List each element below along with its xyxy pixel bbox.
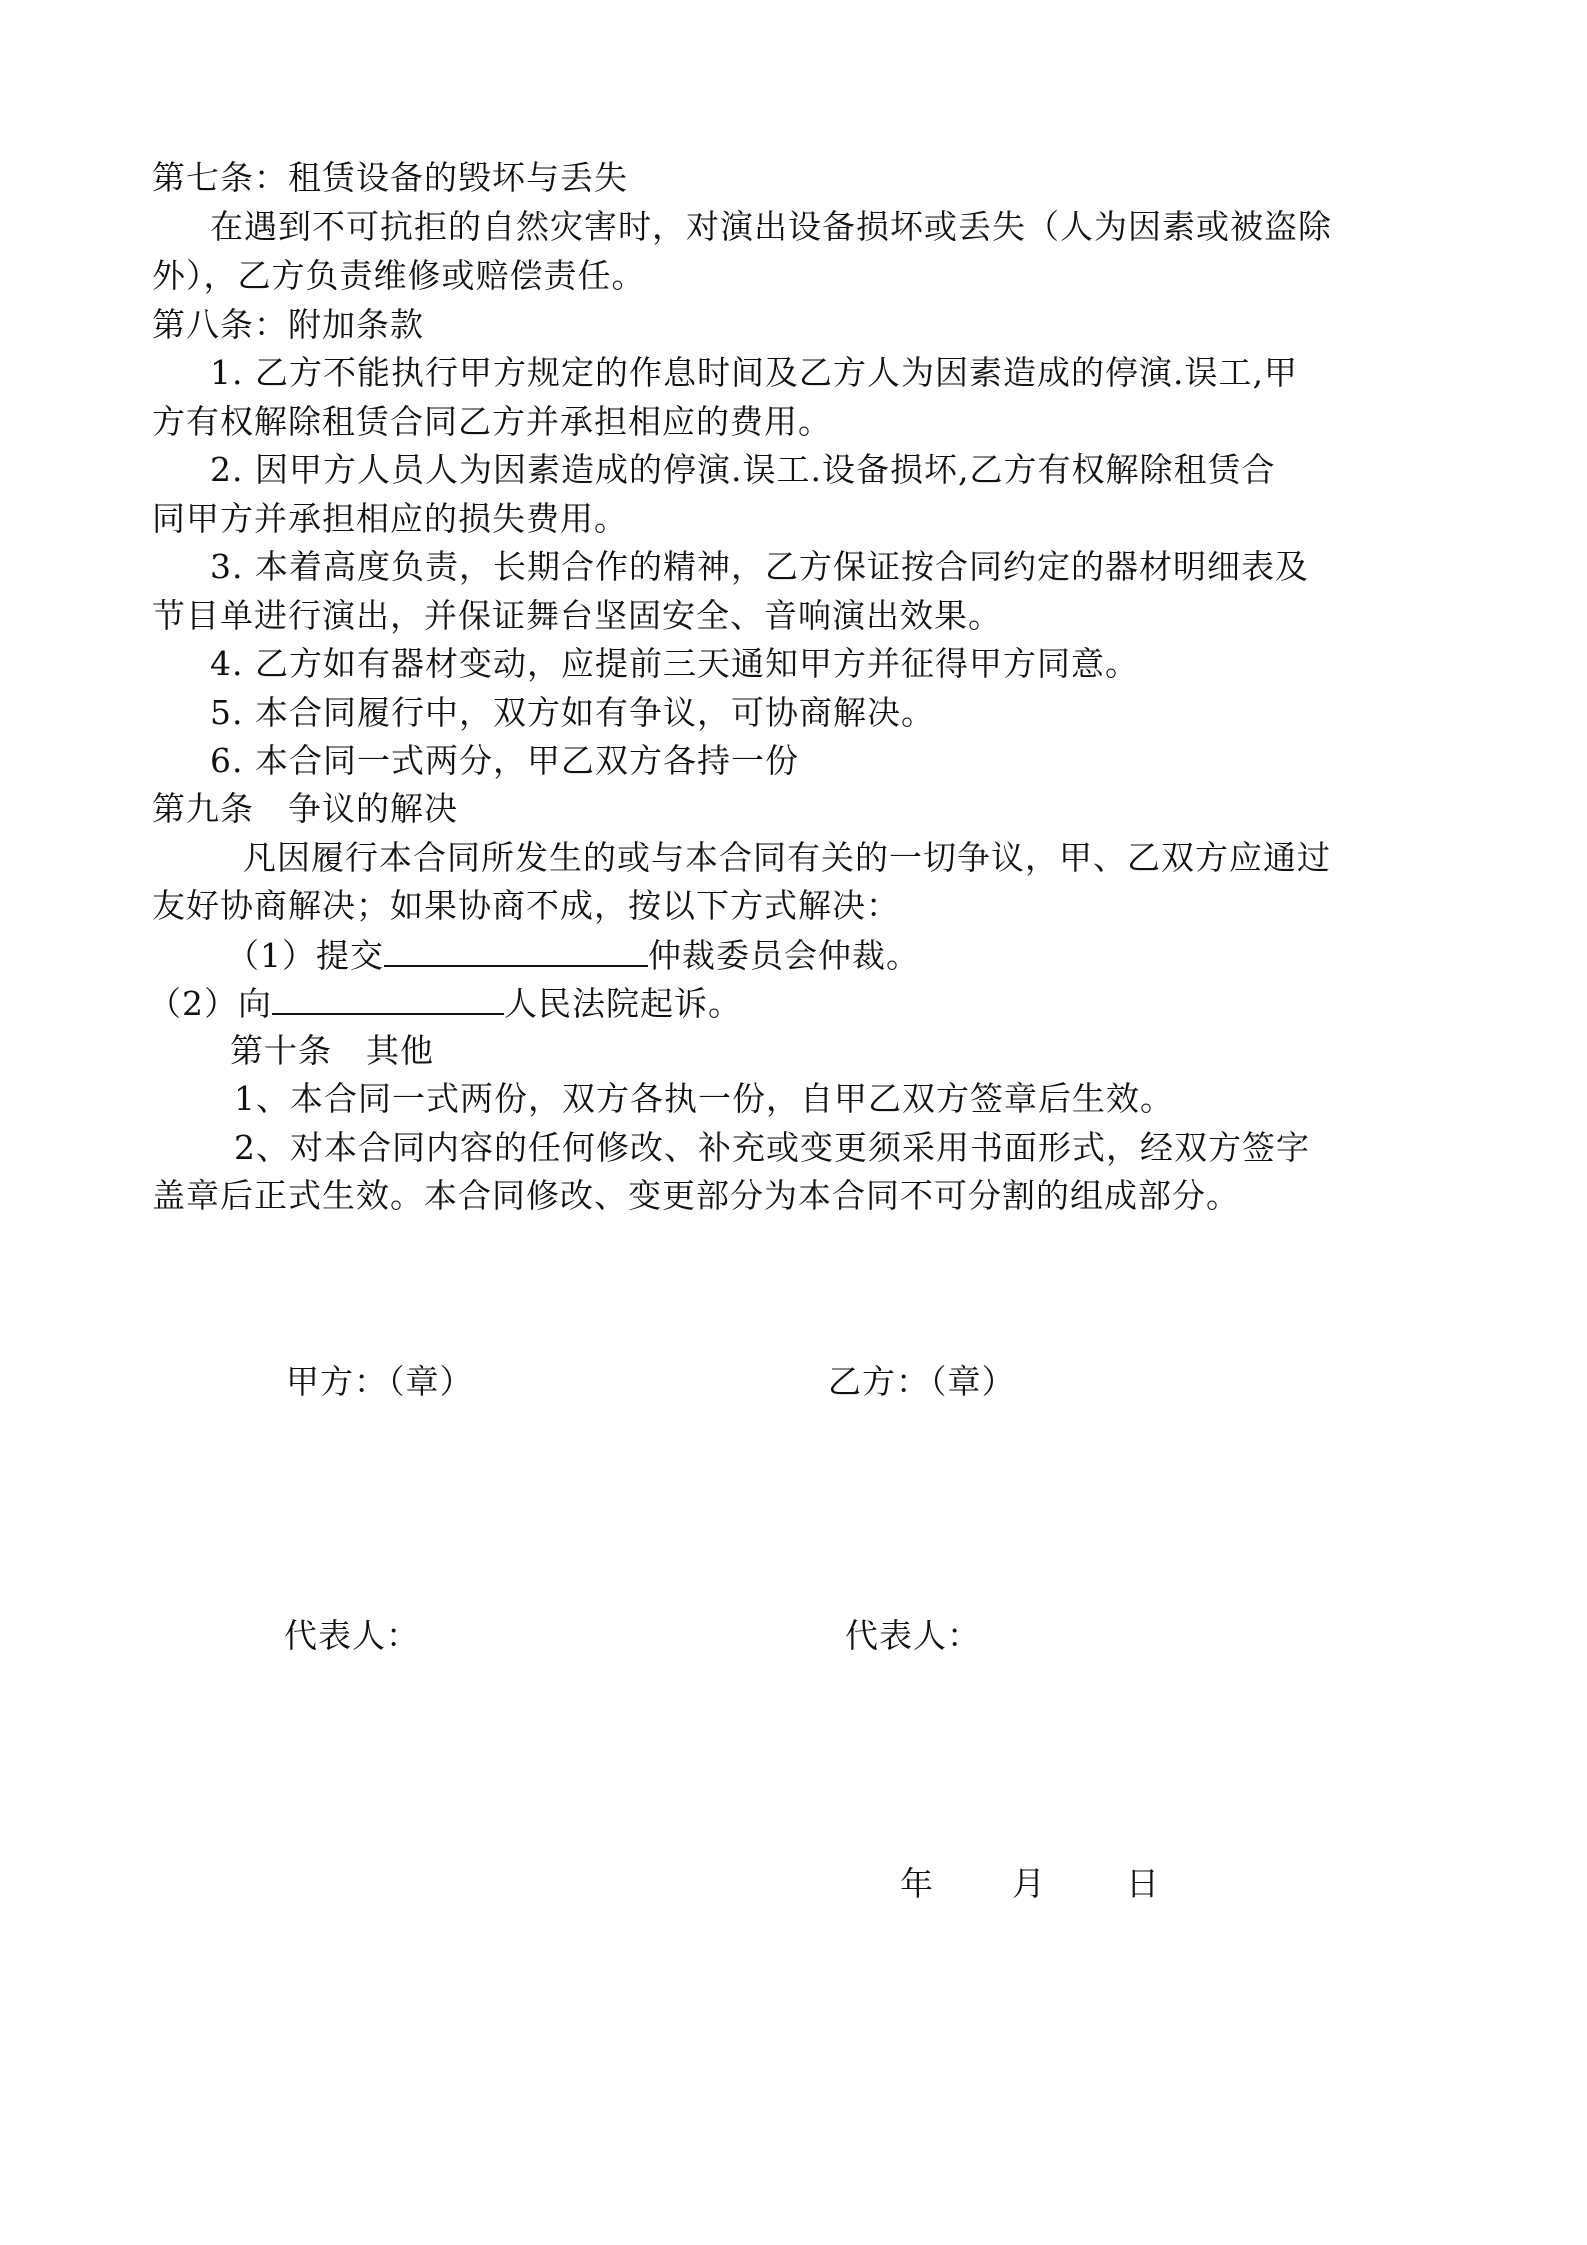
party-a-seal: 甲方：（章） bbox=[286, 1362, 474, 1401]
article9-title: 第九条 争议的解决 bbox=[152, 789, 458, 828]
article9-body-line2: 友好协商解决；如果协商不成，按以下方式解决： bbox=[152, 886, 900, 925]
article9-option1 bbox=[226, 931, 920, 980]
article10-item1: 1、本合同一式两份，双方各执一份，自甲乙双方签章后生效。 bbox=[234, 1079, 1174, 1118]
article10-item2-line1: 2、对本合同内容的任何修改、补充或变更须采用书面形式，经双方签字 bbox=[234, 1128, 1310, 1167]
date-year: 年 bbox=[900, 1864, 934, 1903]
article8-item3-line1: 3. 本着高度负责，长期合作的精神，乙方保证按合同约定的器材明细表及 bbox=[210, 547, 1309, 586]
article8-title: 第八条：附加条款 bbox=[152, 305, 424, 344]
article9-option2 bbox=[148, 979, 742, 1028]
date-month: 月 bbox=[1012, 1864, 1046, 1903]
party-b-seal: 乙方：（章） bbox=[828, 1362, 1016, 1401]
article7-title: 第七条：租赁设备的毁坏与丢失 bbox=[152, 158, 628, 197]
article9-option1-prefix: （1）提交 bbox=[226, 936, 384, 975]
party-a-representative: 代表人： bbox=[284, 1616, 420, 1655]
date-day: 日 bbox=[1126, 1864, 1160, 1903]
party-b-representative: 代表人： bbox=[845, 1616, 981, 1655]
article8-item5: 5. 本合同履行中，双方如有争议，可协商解决。 bbox=[210, 693, 935, 732]
article8-item2-line1: 2. 因甲方人员人为因素造成的停演.误工.设备损坏,乙方有权解除租赁合 bbox=[210, 450, 1276, 489]
article8-item2-line2: 同甲方并承担相应的损失费用。 bbox=[152, 499, 628, 538]
article7-body-line1: 在遇到不可抗拒的自然灾害时，对演出设备损坏或丢失（人为因素或被盗除 bbox=[210, 207, 1332, 246]
article9-option2-prefix: （2）向 bbox=[148, 984, 272, 1023]
article8-item4: 4. 乙方如有器材变动，应提前三天通知甲方并征得甲方同意。 bbox=[210, 644, 1139, 683]
article8-item6: 6. 本合同一式两分，甲乙双方各持一份 bbox=[210, 741, 799, 780]
arbitration-blank bbox=[384, 931, 648, 967]
article10-item2-line2: 盖章后正式生效。本合同修改、变更部分为本合同不可分割的组成部分。 bbox=[152, 1176, 1240, 1215]
article10-title: 第十条 其他 bbox=[230, 1031, 434, 1070]
article8-item1-line1: 1. 乙方不能执行甲方规定的作息时间及乙方人为因素造成的停演.误工,甲 bbox=[210, 353, 1298, 392]
article9-body-line1: 凡因履行本合同所发生的或与本合同有关的一切争议，甲、乙双方应通过 bbox=[243, 838, 1331, 877]
article8-item3-line2: 节目单进行演出，并保证舞台坚固安全、音响演出效果。 bbox=[152, 596, 1002, 635]
article8-item1-line2: 方有权解除租赁合同乙方并承担相应的费用。 bbox=[152, 402, 832, 441]
article9-option2-suffix: 人民法院起诉。 bbox=[504, 984, 742, 1023]
court-blank bbox=[272, 979, 504, 1015]
article7-body-line2: 外），乙方负责维修或赔偿责任。 bbox=[152, 256, 646, 295]
article9-option1-suffix: 仲裁委员会仲裁。 bbox=[648, 936, 920, 975]
